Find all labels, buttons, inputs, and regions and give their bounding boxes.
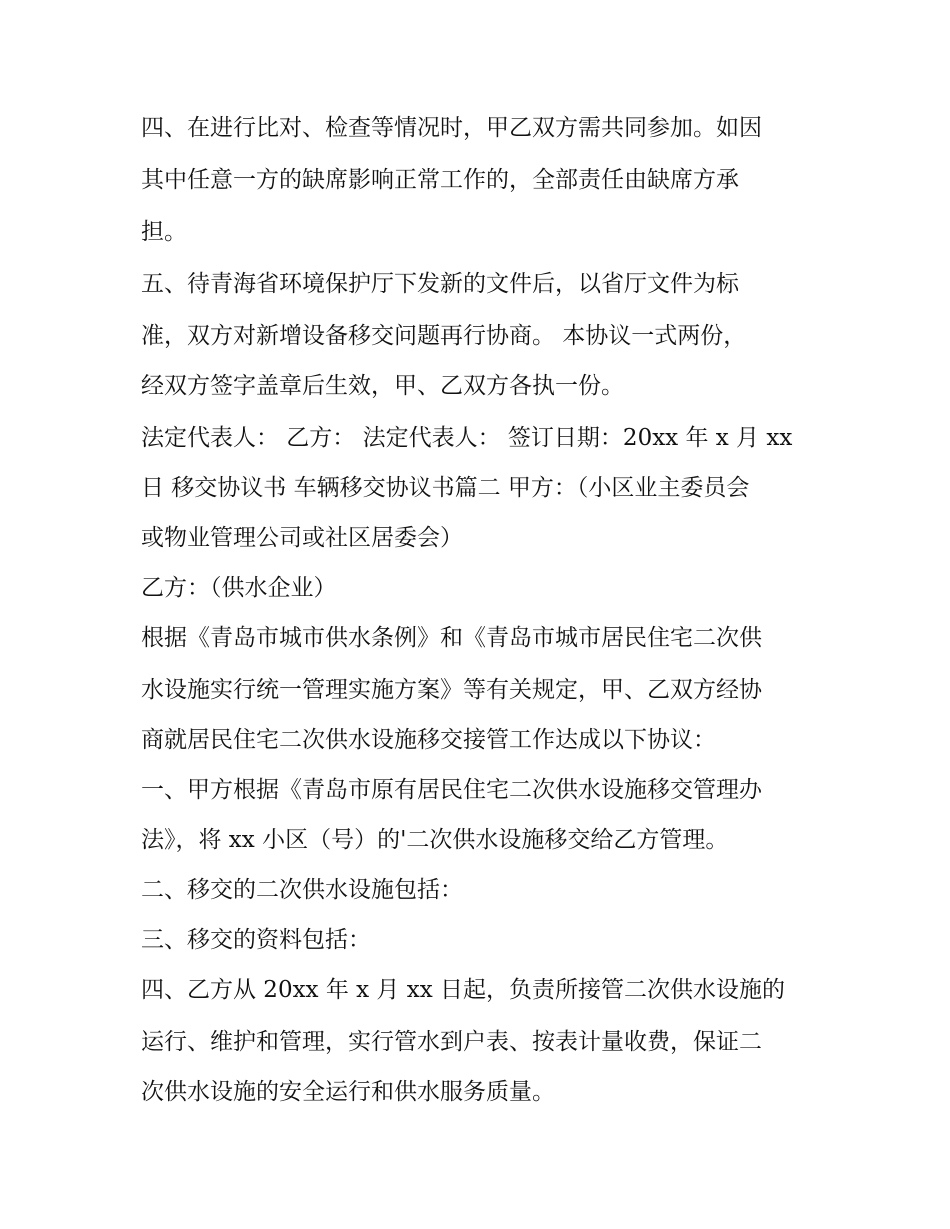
text-line: 法定代表人： 乙方： 法定代表人： 签订日期：20xx 年 x 月 xx <box>141 425 793 451</box>
text-line: 商就居民住宅二次供水设施移交接管工作达成以下协议： <box>141 727 716 753</box>
text-line: 四、乙方从 20xx 年 x 月 xx 日起，负责所接管二次供水设施的 <box>141 977 785 1003</box>
text-line: 运行、维护和管理，实行管水到户表、按表计量收费，保证二 <box>141 1029 762 1055</box>
text-line: 乙方：（供水企业） <box>141 575 337 601</box>
text-line: 二、移交的二次供水设施包括： <box>141 877 463 903</box>
text-line: 根据《青岛市城市供水条例》和《青岛市城市居民住宅二次供 <box>141 625 762 651</box>
text-line: 水设施实行统一管理实施方案》等有关规定，甲、乙双方经协 <box>141 677 762 703</box>
text-line: 准，双方对新增设备移交问题再行协商。 本协议一式两份， <box>141 323 747 349</box>
text-line: 经双方签字盖章后生效，甲、乙双方各执一份。 <box>141 373 624 399</box>
text-line: 法》，将 xx 小区（号）的'二次供水设施移交给乙方管理。 <box>141 827 729 853</box>
text-line: 或物业管理公司或社区居委会） <box>141 525 463 551</box>
text-line: 次供水设施的安全运行和供水服务质量。 <box>141 1079 555 1105</box>
text-line: 担。 <box>141 219 187 245</box>
text-line: 四、在进行比对、检查等情况时，甲乙双方需共同参加。如因 <box>141 115 762 141</box>
text-line: 五、待青海省环境保护厅下发新的文件后，以省厅文件为标 <box>141 271 739 297</box>
text-line: 日 移交协议书 车辆移交协议书篇二 甲方：（小区业主委员会 <box>141 475 750 501</box>
text-line: 一、甲方根据《青岛市原有居民住宅二次供水设施移交管理办 <box>141 777 762 803</box>
text-line: 其中任意一方的缺席影响正常工作的，全部责任由缺席方承 <box>141 167 739 193</box>
text-line: 三、移交的资料包括： <box>141 927 371 953</box>
